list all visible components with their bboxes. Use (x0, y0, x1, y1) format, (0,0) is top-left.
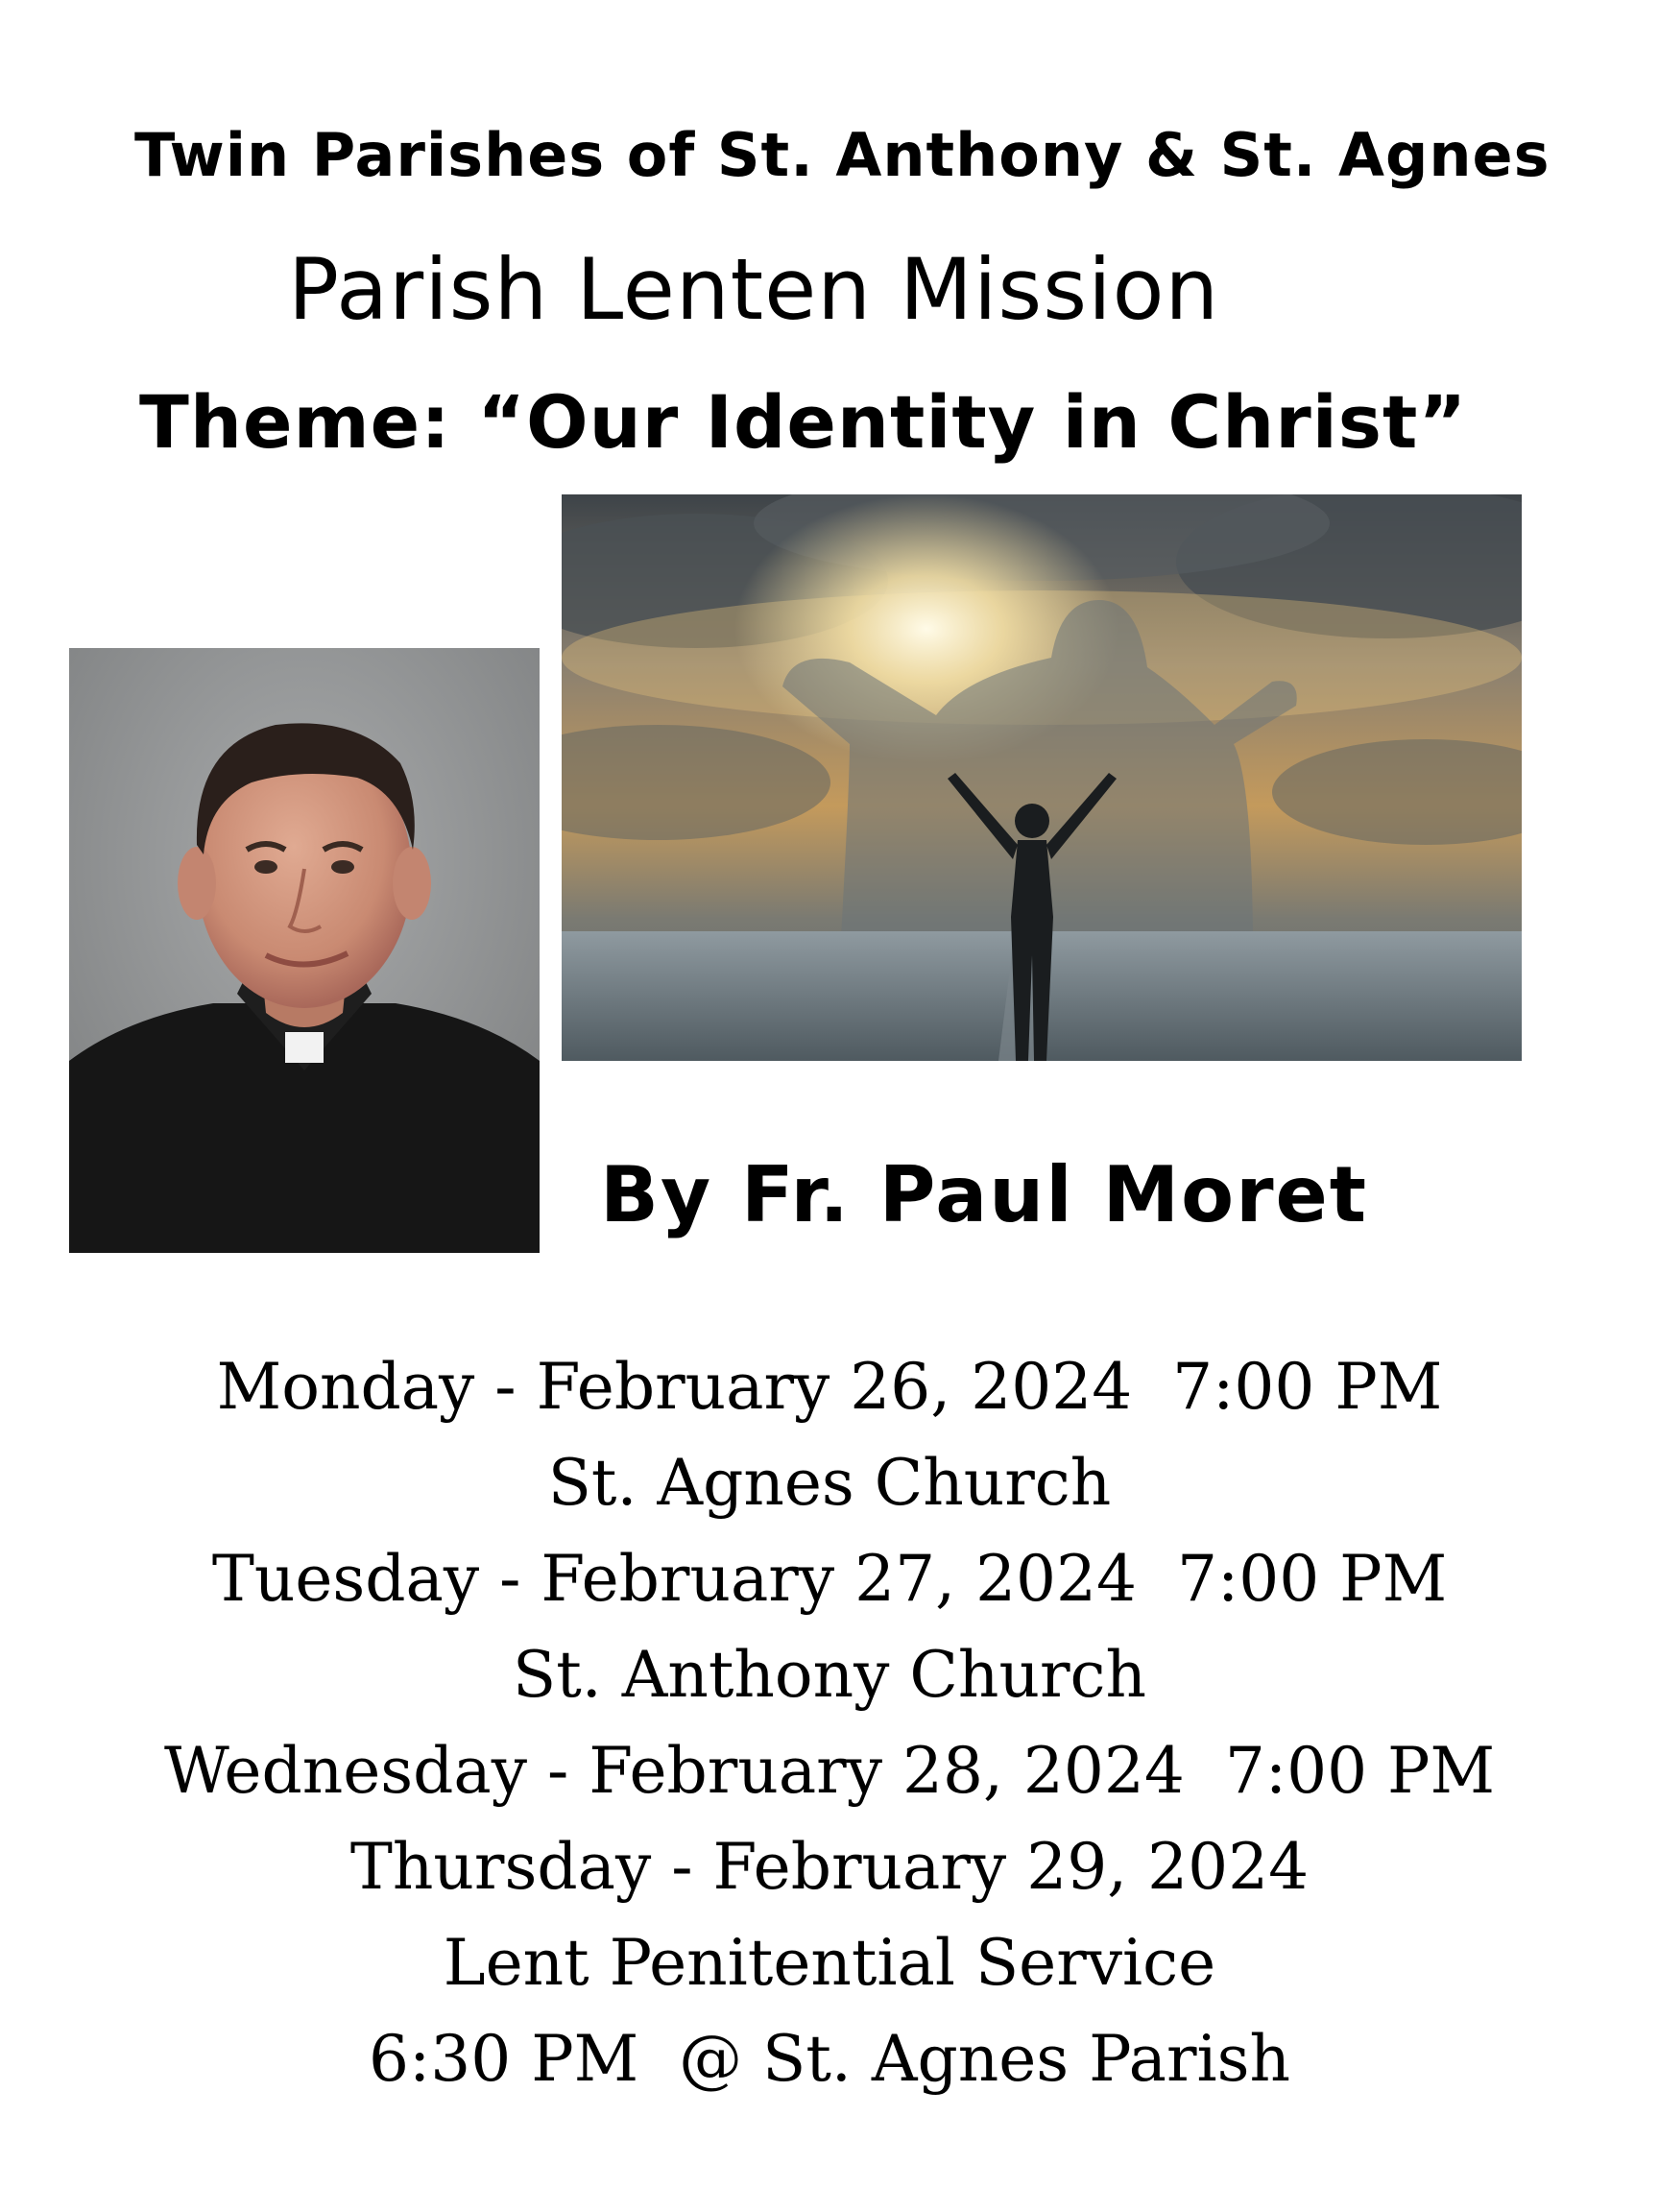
parish-name: Twin Parishes of St. Anthony & St. Agnes (134, 120, 1551, 190)
event-title: Parish Lenten Mission (288, 240, 1220, 339)
schedule-service-thursday: Lent Penitential Service (443, 1926, 1216, 2000)
schedule-time-location-thursday: 6:30 PM @ St. Agnes Parish (369, 2022, 1290, 2096)
priest-portrait (69, 648, 540, 1253)
silhouette-scene (562, 494, 1522, 1061)
schedule-line-tuesday: Tuesday - February 27, 2024 7:00 PM (211, 1542, 1448, 1616)
mission-image (562, 494, 1522, 1061)
schedule (0, 1339, 1659, 2107)
schedule-location-tuesday: St. Anthony Church (513, 1638, 1146, 1712)
schedule-line-thursday: Thursday - February 29, 2024 (349, 1830, 1310, 1904)
theme-line: Theme: “Our Identity in Christ” (139, 379, 1468, 465)
schedule-line-monday: Monday - February 26, 2024 7:00 PM (216, 1350, 1443, 1424)
priest-photo (69, 648, 540, 1253)
speaker-name: By Fr. Paul Moret (600, 1150, 1369, 1239)
schedule-line-wednesday: Wednesday - February 28, 2024 7:00 PM (163, 1734, 1496, 1808)
schedule-location-monday: St. Agnes Church (547, 1446, 1112, 1520)
